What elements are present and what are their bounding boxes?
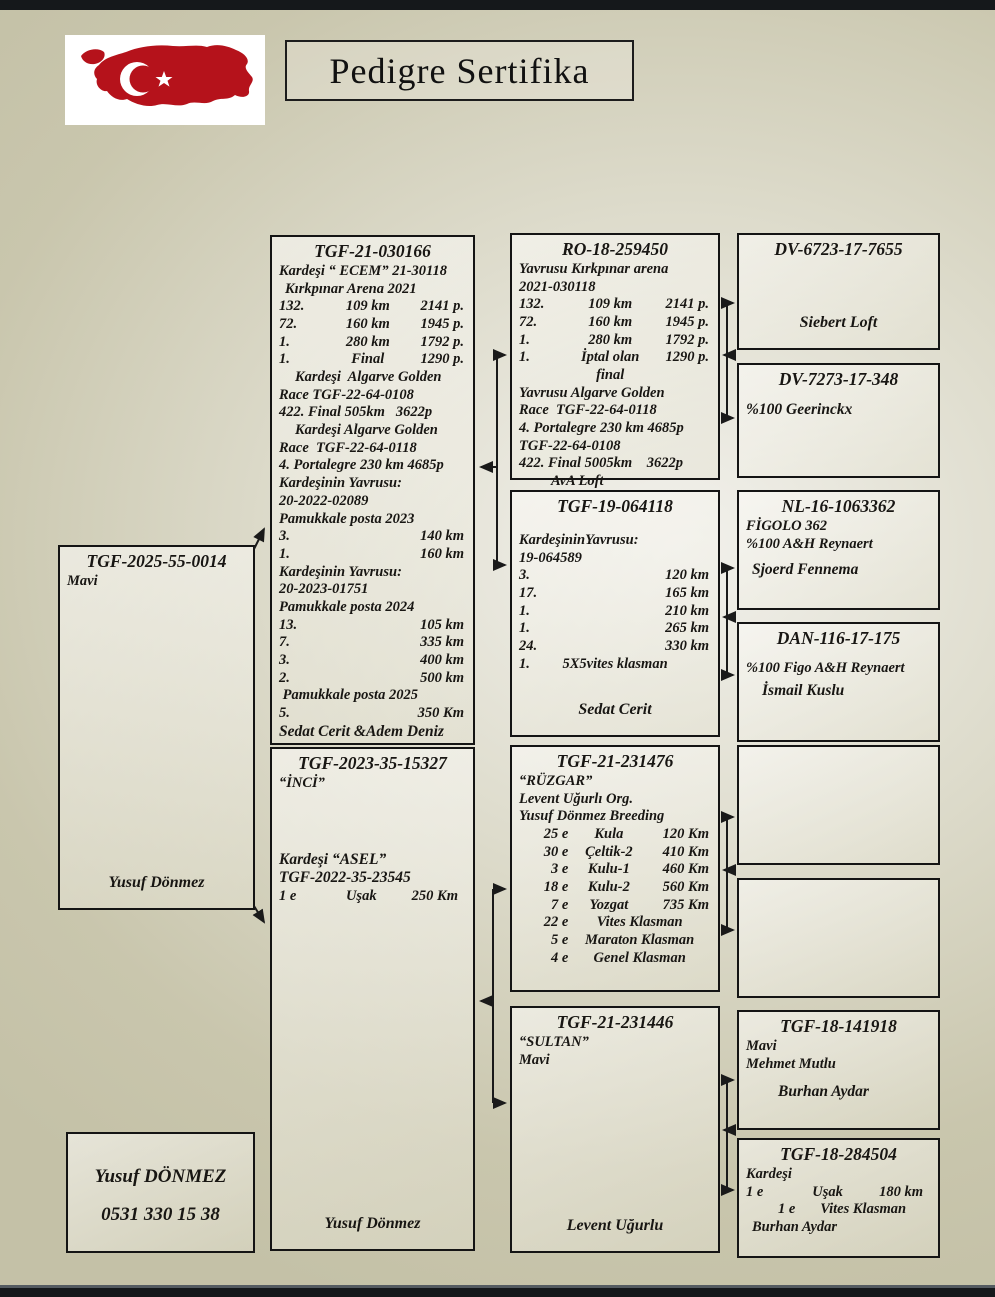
- text-line: %100 Geerinckx: [746, 400, 853, 418]
- result-cell: 30 e: [543, 843, 569, 860]
- top-bar: [0, 0, 995, 10]
- fancier-name: [519, 974, 711, 984]
- result-row: [279, 670, 466, 688]
- text-line: Race TGF-22-64-0118: [279, 439, 417, 456]
- result-row: [279, 334, 466, 352]
- pedigree-box-dam: [270, 747, 475, 1251]
- result-cell: 1945 p.: [420, 315, 464, 332]
- result-cell: 3.: [279, 528, 290, 545]
- fancier-name: Siebert Loft: [799, 314, 878, 331]
- text-line: Sedat Cerit &Adem Deniz: [279, 722, 444, 740]
- pedigree-box-ggparent-6-empty: [737, 878, 940, 998]
- result-cell: Maraton Klasman: [585, 932, 695, 949]
- text-line: 20-2023-01751: [279, 581, 369, 598]
- pedigree-box-ggparent-1: [737, 233, 940, 350]
- result-row: [279, 634, 466, 652]
- anatolia-region-shape: [94, 45, 253, 106]
- text-line: Mavi: [67, 572, 98, 589]
- result-row: [519, 914, 711, 932]
- text-line: %100 Figo A&H Reynaert: [746, 659, 905, 676]
- text-line: Kardeşi “ ECEM” 21-30118: [279, 262, 447, 279]
- result-row: [519, 567, 711, 585]
- result-cell: 132.: [519, 296, 545, 313]
- result-cell: 280 km: [588, 331, 633, 348]
- result-row: [519, 296, 711, 314]
- result-cell: 560 Km: [662, 879, 709, 895]
- ring-number: TGF-2025-55-0014: [86, 551, 227, 571]
- text-line: 4. Portalegre 230 km 4685p: [279, 457, 444, 474]
- result-cell: 1.: [519, 620, 530, 637]
- result-cell: 1945 p.: [665, 313, 709, 330]
- text-line: Levent Uğurlı Org.: [519, 790, 633, 807]
- bottom-bar: [0, 1285, 995, 1297]
- result-cell: 335 km: [420, 634, 464, 651]
- owner-contact-card: [66, 1132, 255, 1253]
- result-cell: 3.: [279, 652, 290, 668]
- result-cell: 160 km: [345, 315, 390, 332]
- result-row: [746, 1201, 931, 1219]
- result-row: [519, 585, 711, 603]
- ring-number: TGF-21-231446: [556, 1012, 674, 1032]
- ring-number: TGF-18-141918: [780, 1016, 897, 1036]
- result-cell: 18 e: [543, 879, 569, 895]
- result-row: [519, 314, 711, 332]
- result-cell: 1.: [279, 333, 290, 350]
- text-line: “RÜZGAR”: [519, 772, 593, 789]
- result-cell: Yozgat: [589, 896, 629, 913]
- pedigree-box-granddam-2: [510, 1006, 720, 1253]
- pedigree-box-granddam-1: [510, 490, 720, 737]
- text-line: Race TGF-22-64-0118: [519, 402, 657, 419]
- ring-number: TGF-21-030166: [314, 241, 431, 261]
- ring-number: NL-16-1063362: [781, 496, 896, 516]
- result-cell: 72.: [519, 313, 538, 330]
- result-cell: 4 e: [550, 949, 569, 966]
- result-row: [519, 897, 711, 915]
- result-row: [519, 638, 711, 656]
- result-cell: 2141 p.: [665, 296, 709, 313]
- result-cell: 120 km: [665, 567, 709, 584]
- spacer: [746, 553, 931, 561]
- pedigree-box-ggparent-5-empty: [737, 745, 940, 865]
- text-line: Pamukkale posta 2024: [279, 598, 415, 615]
- result-cell: 5 e: [550, 932, 569, 949]
- ring-number: DV-6723-17-7655: [774, 239, 903, 259]
- result-cell: 735 Km: [662, 896, 709, 913]
- fancier-name: [746, 1112, 931, 1122]
- result-cell: 7 e: [550, 896, 569, 913]
- spacer: [746, 1073, 931, 1083]
- result-cell: 1792 p.: [665, 331, 709, 348]
- ring-number: TGF-18-284504: [780, 1144, 897, 1164]
- result-cell: 105 km: [420, 616, 464, 633]
- result-cell: 1.: [279, 545, 290, 562]
- result-cell: 500 km: [420, 669, 464, 686]
- certificate-title: Pedigre Sertifika: [285, 40, 634, 101]
- result-cell: 165 km: [665, 584, 709, 601]
- text-line: İsmail Kuslu: [762, 681, 845, 699]
- result-cell: 2141 p.: [420, 298, 464, 315]
- fancier-name: Yusuf Dönmez: [324, 1215, 421, 1232]
- spacer: [279, 793, 466, 851]
- result-cell: 1 e: [777, 1201, 796, 1218]
- fancier-name: Yusuf Dönmez: [108, 874, 205, 891]
- text-line: Sjoerd Fennema: [752, 561, 859, 579]
- result-cell: 1792 p.: [420, 333, 464, 350]
- result-row: [519, 844, 711, 862]
- text-line: Kardeşi “ASEL”: [279, 850, 387, 868]
- ring-number: TGF-2023-35-15327: [298, 753, 447, 773]
- spacer: [746, 391, 931, 401]
- result-row: [519, 879, 711, 897]
- result-cell: Final: [351, 351, 385, 368]
- result-cell: 280 km: [345, 333, 390, 350]
- ring-number: DV-7273-17-348: [778, 369, 899, 389]
- result-cell: Vites Klasman: [820, 1201, 907, 1218]
- text-line: Pamukkale posta 2023: [279, 510, 415, 527]
- text-line: Yusuf Dönmez Breeding: [519, 808, 665, 825]
- result-cell: Kula: [594, 825, 624, 842]
- text-line: Kırkpınar Arena 2021: [285, 280, 417, 297]
- result-row: [279, 888, 466, 906]
- pedigree-box-grandsire-2: [510, 745, 720, 992]
- text-line: KardeşininYavrusu:: [519, 531, 639, 548]
- text-line: Kardeşinin Yavrusu:: [279, 563, 402, 580]
- result-cell: 5X5vites klasman: [562, 655, 668, 672]
- result-cell: Uşak: [812, 1183, 843, 1200]
- text-line: Yavrusu Kırkpınar arena: [519, 260, 669, 277]
- result-row: [279, 528, 466, 546]
- result-cell: 3 e: [550, 861, 569, 878]
- text-line: Pamukkale posta 2025: [279, 687, 418, 704]
- text-line: 2021-030118: [519, 278, 596, 295]
- pedigree-box-ggparent-3: [737, 490, 940, 610]
- text-line: Kardeşi Algarve Golden: [295, 369, 442, 385]
- pedigree-box-ggparent-8: [737, 1138, 940, 1258]
- spacer: [519, 518, 711, 532]
- text-line: Kardeşi Algarve Golden: [295, 422, 438, 439]
- text-line: Burhan Aydar: [778, 1083, 869, 1101]
- result-cell: 1 e: [279, 888, 297, 905]
- result-cell: 1.: [519, 349, 530, 366]
- result-cell: 7.: [279, 634, 290, 651]
- result-cell: 1.: [519, 655, 530, 672]
- result-cell: 17.: [519, 584, 538, 601]
- result-row: [279, 617, 466, 635]
- pedigree-box-sire: [270, 235, 475, 745]
- result-cell: 132.: [279, 298, 305, 315]
- result-row: [519, 826, 711, 844]
- result-cell: 460 Km: [662, 861, 709, 878]
- text-line: 19-064589: [519, 549, 582, 566]
- result-cell: Kulu-1: [587, 861, 630, 878]
- result-cell: 1290 p.: [665, 349, 709, 366]
- result-cell: 72.: [279, 315, 298, 332]
- result-cell: 265 km: [665, 620, 709, 637]
- text-line: Kardeşinin Yavrusu:: [279, 475, 402, 492]
- result-cell: 1290 p.: [420, 351, 464, 368]
- result-row: [519, 656, 711, 674]
- result-cell: 5.: [279, 705, 290, 722]
- ring-number: TGF-19-064118: [557, 496, 673, 516]
- thrace-region-shape: [81, 49, 105, 64]
- text-line: FİGOLO 362: [746, 517, 827, 534]
- owner-name: Yusuf DÖNMEZ: [94, 1166, 227, 1187]
- pedigree-box-ggparent-7: [737, 1010, 940, 1130]
- result-cell: 2.: [279, 669, 290, 686]
- fancier-name: [746, 460, 931, 470]
- result-cell: 160 km: [420, 545, 464, 562]
- result-row: [519, 603, 711, 621]
- result-row: [519, 950, 711, 968]
- result-row: [279, 316, 466, 334]
- result-row: [279, 298, 466, 316]
- text-line: Mehmet Mutlu: [746, 1055, 836, 1072]
- turkey-map-icon: [65, 35, 265, 125]
- pedigree-box-subject: [58, 545, 255, 910]
- ring-number: DAN-116-17-175: [776, 628, 901, 648]
- result-cell: İptal olan final: [580, 349, 640, 383]
- text-line: TGF-22-64-0108: [519, 437, 621, 454]
- result-cell: 1.: [279, 351, 290, 368]
- fancier-name: [746, 592, 931, 602]
- result-cell: 13.: [279, 616, 298, 633]
- pedigree-box-ggparent-4: [737, 622, 940, 742]
- text-line: Mavi: [746, 1037, 777, 1054]
- text-line: Mavi: [519, 1051, 550, 1068]
- text-line: Race TGF-22-64-0108: [279, 386, 414, 403]
- result-cell: 160 km: [588, 313, 633, 330]
- fancier-name: [746, 724, 931, 734]
- result-cell: Genel Klasman: [593, 949, 686, 966]
- result-cell: Vites Klasman: [596, 914, 683, 931]
- result-row: [519, 932, 711, 950]
- result-row: [519, 349, 711, 384]
- pedigree-box-ggparent-2: [737, 363, 940, 478]
- result-cell: 140 km: [420, 528, 464, 545]
- text-line: Kardeşi: [746, 1165, 792, 1182]
- text-line: %100 A&H Reynaert: [746, 535, 873, 552]
- fancier-name: Levent Uğurlu: [566, 1217, 664, 1234]
- fancier-name: Sedat Cerit: [578, 701, 652, 718]
- text-line: 20-2022-02089: [279, 492, 369, 509]
- result-row: [519, 332, 711, 350]
- result-cell: Uşak: [345, 888, 377, 905]
- result-cell: 330 km: [665, 638, 709, 654]
- result-row: [746, 1184, 931, 1202]
- fancier-name: [746, 1240, 931, 1250]
- turkey-flag-logo: [65, 35, 265, 125]
- result-cell: 410 Km: [662, 843, 709, 860]
- result-cell: 120 Km: [662, 825, 709, 842]
- text-line: “SULTAN”: [519, 1033, 589, 1050]
- result-row: [279, 351, 466, 369]
- text-line: AvA Loft: [551, 473, 604, 490]
- result-cell: Kulu-2: [587, 879, 630, 895]
- result-row: [279, 546, 466, 564]
- result-row: [519, 861, 711, 879]
- result-row: [519, 620, 711, 638]
- result-cell: 25 e: [543, 825, 569, 842]
- text-line: TGF-2022-35-23545: [279, 869, 411, 887]
- text-line: Yavrusu Algarve Golden: [519, 384, 665, 401]
- spacer: [746, 650, 931, 660]
- result-cell: 1.: [519, 602, 530, 619]
- result-cell: 3.: [519, 567, 530, 584]
- result-cell: 24.: [519, 638, 538, 654]
- result-cell: 1.: [519, 331, 530, 348]
- ring-number: RO-18-259450: [562, 239, 668, 259]
- result-cell: 350 Km: [417, 705, 464, 722]
- result-cell: 22 e: [543, 914, 569, 931]
- result-cell: 109 km: [588, 296, 633, 313]
- result-cell: 180 km: [879, 1183, 923, 1200]
- text-line: 422. Final 505km 3622p: [279, 404, 433, 421]
- text-line: “İNCİ”: [279, 774, 325, 791]
- result-cell: 109 km: [345, 298, 390, 315]
- owner-phone: 0531 330 15 38: [101, 1204, 220, 1225]
- pedigree-box-grandsire-1: [510, 233, 720, 490]
- text-line: 422. Final 5005km 3622p: [519, 455, 683, 472]
- result-cell: 1 e: [746, 1183, 764, 1200]
- result-row: [279, 652, 466, 670]
- result-cell: 210 km: [665, 602, 709, 619]
- text-line: 4. Portalegre 230 km 4685p: [519, 420, 684, 437]
- text-line: Burhan Aydar: [752, 1218, 838, 1235]
- result-cell: 400 km: [420, 652, 464, 668]
- ring-number: TGF-21-231476: [556, 751, 674, 771]
- result-row: [279, 705, 466, 723]
- result-cell: Çeltik-2: [585, 843, 633, 860]
- result-cell: 250 Km: [411, 888, 458, 905]
